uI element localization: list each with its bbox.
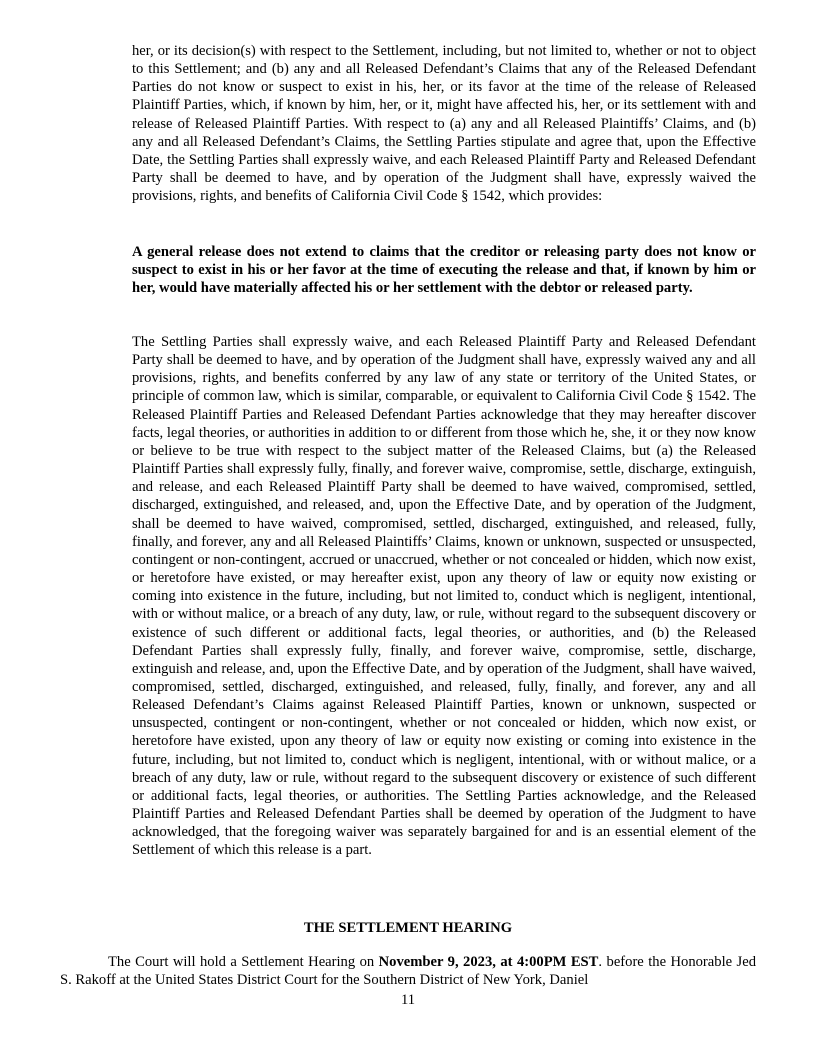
hearing-text-after: . before the Honorable Jed S. Rakoff at the United States District Court for the Southern District of New York, Daniel <box>60 954 757 989</box>
section-heading: THE SETTLEMENT HEARING <box>303 920 513 936</box>
quoted-statute: A general release does not extend to claims that the creditor or releasing party does not know or suspect to exist in his or her favor at the time of executing the release and that, if known by him or her, would have materially affected his or her settlement with the debtor or released party. <box>132 244 756 297</box>
waiver-paragraph: The Settling Parties shall expressly waive, and each Released Plaintiff Party and Released Defendant Party shall be deemed to have, and by operation of the Judgment shall have, expressly waived any and all provisions, rights, and benefits conferred by any law of any state or territory of the United States, or principle of common law, which is similar, comparable, or equivalent to California Civil Code § 1542. The Released Plaintiff Parties and Released Defendant Parties acknowledge that they may hereafter discover facts, legal theories, or authorities in addition to or different from those which he, she, it or they now know or believe to be true with respect to the subject matter of the Released Claims, but (a) the Released Plaintiff Parties shall expressly fully, finally, and forever waive, compromise, settle, discharge, extinguish, and release, and each Released Plaintiff Party shall be deemed to have waived, compromised, settled, discharged, extinguished, and released, and, upon the Effective Date, and by operation of the Judgment, shall be deemed to have waived, compromised, settled, discharged, extinguished, and released, fully, finally, and forever, any and all Released Plaintiffs’ Claims, known or unknown, suspected or unsuspected, contingent or non-contingent, accrued or unaccrued, whether or not concealed or hidden, which now exist, or heretofore have existed, or may hereafter exist, upon any theory of law or equity now existing or coming into existence in the future, including, but not limited to, conduct which is negligent, intentional, with or without malice, or a breach of any duty, law, or rule, without regard to the subsequent discovery or existence of such different or additional facts, legal theories, or authorities, and (b) the Released Defendant Parties shall expressly fully, finally, and forever waive, compromise, settle, discharge, extinguish and release, and, upon the Effective Date, and by operation of the Judgment, shall have waived, compromised, settled, discharged, extinguished, and released, fully, finally, and forever, any and all Released Defendant’s Claims against Released Plaintiff Parties, known or unknown, suspected or unsuspected, contingent or non-contingent, whether or not concealed or hidden, which now exist, or heretofore have existed, upon any theory of law or equity now existing or coming into existence in the future, including, but not limited to, conduct which is negligent, intentional, with or without malice, or a breach of any duty, law or rule, without regard to the subsequent discovery or existence of such different or additional facts, legal theories, or authorities. The Settling Parties acknowledge, and the Released Plaintiff Parties and Released Defendant Parties shall be deemed by operation of the Judgment to have acknowledged, that the foregoing waiver was separately bargained for and is an essential element of the Settlement of which this release is a part. <box>132 334 756 859</box>
hearing-text-before: The Court will hold a Settlement Hearing on <box>108 954 379 970</box>
release-paragraph: her, or its decision(s) with respect to the Settlement, including, but not limited to, whether or not to object to this Settlement; and (b) any and all Released Defendant’s Claims that any of the Released Defendant Parties do not know or suspect to exist in his, her, or its favor at the time of the release of Released Plaintiff Parties, which, if known by him, her, or it, might have affected his, her, or its settlement with and release of Released Plaintiff Parties. With respect to (a) any and all Released Plaintiffs’ Claims, and (b) any and all Released Defendant’s Claims, the Settling Parties stipulate and agree that, upon the Effective Date, the Settling Parties shall expressly waive, and each Released Plaintiff Party and Released Defendant Party shall be deemed to have, and by operation of the Judgment shall have, expressly waived the provisions, rights, and benefits of California Civil Code § 1542, which provides: <box>132 43 756 205</box>
hearing-paragraph <box>60 953 756 989</box>
page-number: 11 <box>400 992 416 1008</box>
hearing-date-time: November 9, 2023, at 4:00PM EST <box>378 954 599 970</box>
